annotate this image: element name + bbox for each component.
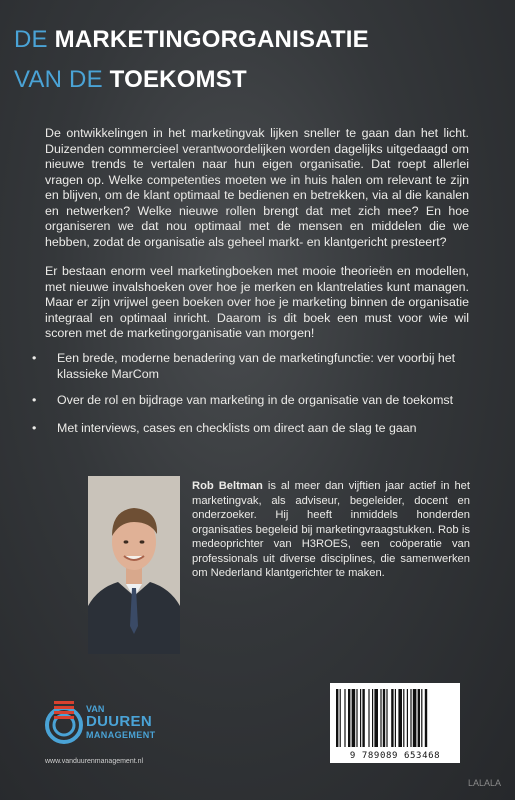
feature-item bbox=[32, 393, 453, 409]
feature-text: Met interviews, cases en checklists om direct aan de slag te gaan bbox=[57, 421, 417, 435]
title-lead-2: VAN DE bbox=[14, 66, 103, 93]
publisher-management: MANAGEMENT bbox=[86, 730, 156, 740]
intro-paragraph-1: De ontwikkelingen in het marketingvak lijken sneller te gaan dan het licht. Duizenden commercieel verantwoordelijken worden dagelijks uitgedaagd om nieuwe trends te vertalen naar hun eigen organisatie. Dat roept allerlei vragen op. Welke competenties moeten we in huis halen om relevant te zijn en blijven, om de klant optimaal te bedienen en betrekken, via al die kanalen en netwerken? Welke nieuwe rollen brengt dat met zich mee? En hoe organiseren we dat nou optimaal met de mensen en middelen die we hebben, zodat de organisatie als geheel markt- en klantgericht presteert? bbox=[45, 126, 469, 249]
isbn-barcode bbox=[330, 683, 460, 763]
author-portrait-icon bbox=[88, 476, 180, 654]
shelfmark-text: LALALA bbox=[467, 778, 501, 788]
intro-paragraph-2: Er bestaan enorm veel marketingboeken met mooie theorieën en modellen, met nieuwe invalshoeken over hoe je merken en klantrelaties kunt managen. Maar er zijn vrijwel geen boeken over hoe je marketing binnen de organisatie integraal en optimaal inricht. Daarom is dit boek een must voor wie wil scoren met de marketingorganisatie van morgen! bbox=[45, 264, 469, 340]
title-line-2 bbox=[14, 68, 247, 92]
publisher-van: VAN bbox=[86, 704, 105, 714]
feature-text: Over de rol en bijdrage van marketing in de organisatie van de toekomst bbox=[57, 393, 454, 407]
bullet-icon: • bbox=[32, 421, 37, 435]
feature-item bbox=[32, 421, 417, 437]
author-photo bbox=[88, 476, 180, 654]
publisher-logo bbox=[44, 697, 224, 747]
publisher-wordmark bbox=[86, 705, 156, 740]
feature-text: Een brede, moderne benadering van de marketingfunctie: ver voorbij het klassieke MarCom bbox=[57, 351, 456, 381]
title-line-1 bbox=[14, 28, 369, 52]
publisher-logo-icon bbox=[44, 699, 84, 745]
bullet-icon: • bbox=[32, 393, 37, 407]
author-name: Rob Beltman bbox=[192, 480, 263, 492]
title-lead-1: DE bbox=[14, 26, 48, 53]
publisher-url: www.vanduurenmanagement.nl bbox=[45, 758, 144, 765]
barcode-bars-icon bbox=[334, 689, 456, 747]
title-bold-2: TOEKOMST bbox=[109, 66, 247, 93]
publisher-duuren: DUUREN bbox=[86, 713, 152, 730]
feature-item bbox=[32, 351, 472, 382]
bullet-icon: • bbox=[32, 351, 37, 365]
title-bold-1: MARKETINGORGANISATIE bbox=[54, 26, 369, 53]
author-bio bbox=[192, 479, 470, 581]
author-bio-text: is al meer dan vijftien jaar actief in het marketingvak, als adviseur, begeleider, docent en onderzoeker. Hij heeft inmiddels honderden organisaties begeleid bij marketingvraagstukken. Rob is medeoprichter van H3ROES, een coöperatie van professionals uit diverse disciplines, die samenwerken om Nederland klantgerichter te maken. bbox=[192, 480, 471, 579]
isbn-digits: 9 789089 653468 bbox=[349, 751, 441, 761]
